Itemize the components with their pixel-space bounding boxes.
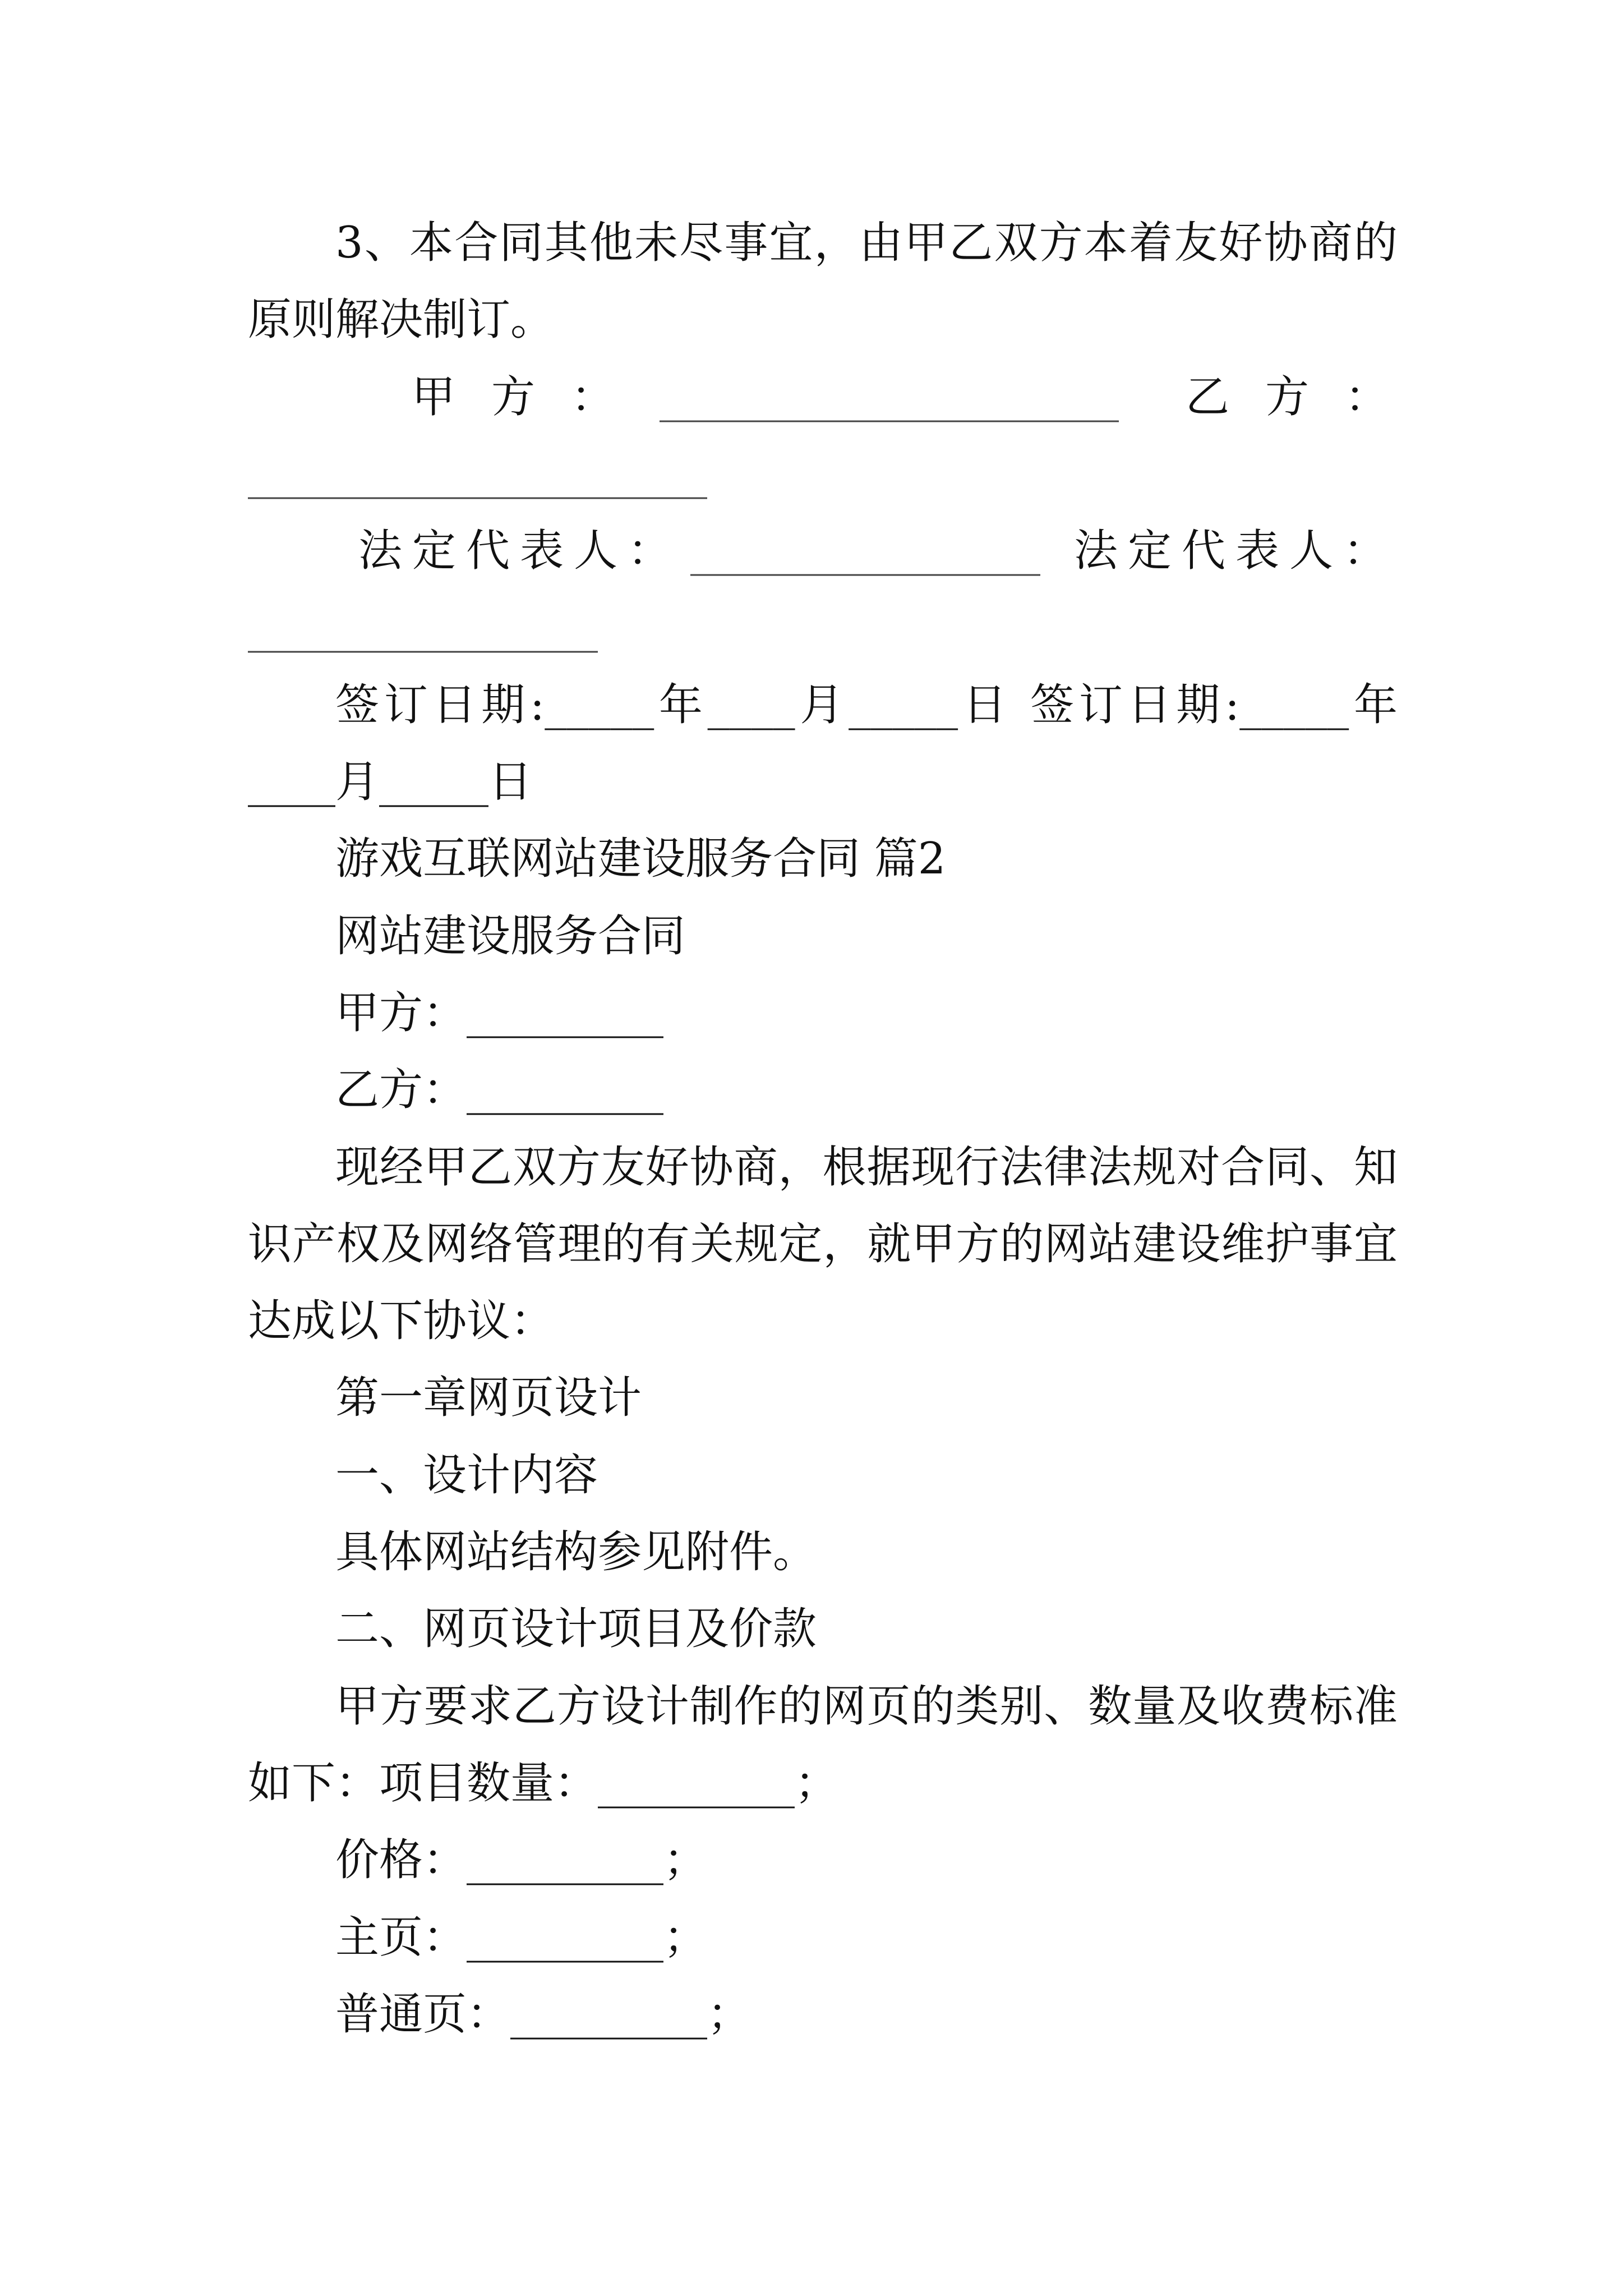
item-2-body-line-1: 甲方要求乙方设计制作的网页的类别、数量及收费标准 bbox=[335, 1681, 1398, 1732]
chapter-heading: 第一章网页设计 bbox=[335, 1373, 642, 1424]
homepage-field: 主页：_________； bbox=[335, 1912, 708, 1963]
party-b-representative-blank: ________________ bbox=[248, 602, 598, 654]
party-b-signature-label: 乙方： bbox=[1186, 371, 1425, 422]
item-1-heading: 一、设计内容 bbox=[335, 1450, 598, 1501]
signing-date-line-1: 签订日期:_____年____月_____日 签订日期:_____年 bbox=[335, 679, 1398, 730]
signature-party-line bbox=[248, 359, 1425, 436]
item-2-heading: 二、网页设计项目及价款 bbox=[335, 1604, 817, 1655]
party-a-field: 甲方：_________ bbox=[335, 987, 664, 1038]
party-b-signature-blank: _____________________ bbox=[248, 448, 707, 499]
document-body bbox=[248, 205, 1425, 2053]
section-heading: 游戏互联网站建设服务合同 篇2 bbox=[335, 834, 946, 885]
item-1-body: 具体网站结构参见附件。 bbox=[335, 1527, 817, 1578]
regular-page-field: 普通页：_________； bbox=[335, 1989, 751, 2040]
party-a-signature-label: 甲方： bbox=[412, 371, 651, 422]
party-a-representative-blank: ________________ bbox=[690, 526, 1040, 577]
party-b-representative-label: 法定代表人： bbox=[1074, 526, 1398, 577]
signing-date-line-2: ____月_____日 bbox=[248, 757, 533, 808]
party-b-field: 乙方：_________ bbox=[335, 1065, 664, 1116]
clause-3-line-2: 原则解决制订。 bbox=[248, 295, 555, 346]
preamble-line-2: 识产权及网络管理的有关规定，就甲方的网站建设维护事宜 bbox=[248, 1218, 1398, 1269]
preamble-line-1: 现经甲乙双方友好协商，根据现行法律法规对合同、知 bbox=[335, 1142, 1398, 1193]
preamble-line-3: 达成以下协议： bbox=[248, 1296, 555, 1347]
item-2-body-line-2: 如下：项目数量：_________； bbox=[248, 1757, 839, 1809]
price-field: 价格：_________； bbox=[335, 1835, 708, 1886]
clause-3-line-1: 3、本合同其他未尽事宜，由甲乙双方本着友好协商的 bbox=[335, 218, 1398, 268]
contract-title: 网站建设服务合同 bbox=[335, 910, 686, 961]
party-a-signature-blank: _____________________ bbox=[660, 371, 1119, 422]
signature-representative-line bbox=[248, 513, 1398, 590]
party-a-representative-label: 法定代表人： bbox=[358, 526, 682, 577]
